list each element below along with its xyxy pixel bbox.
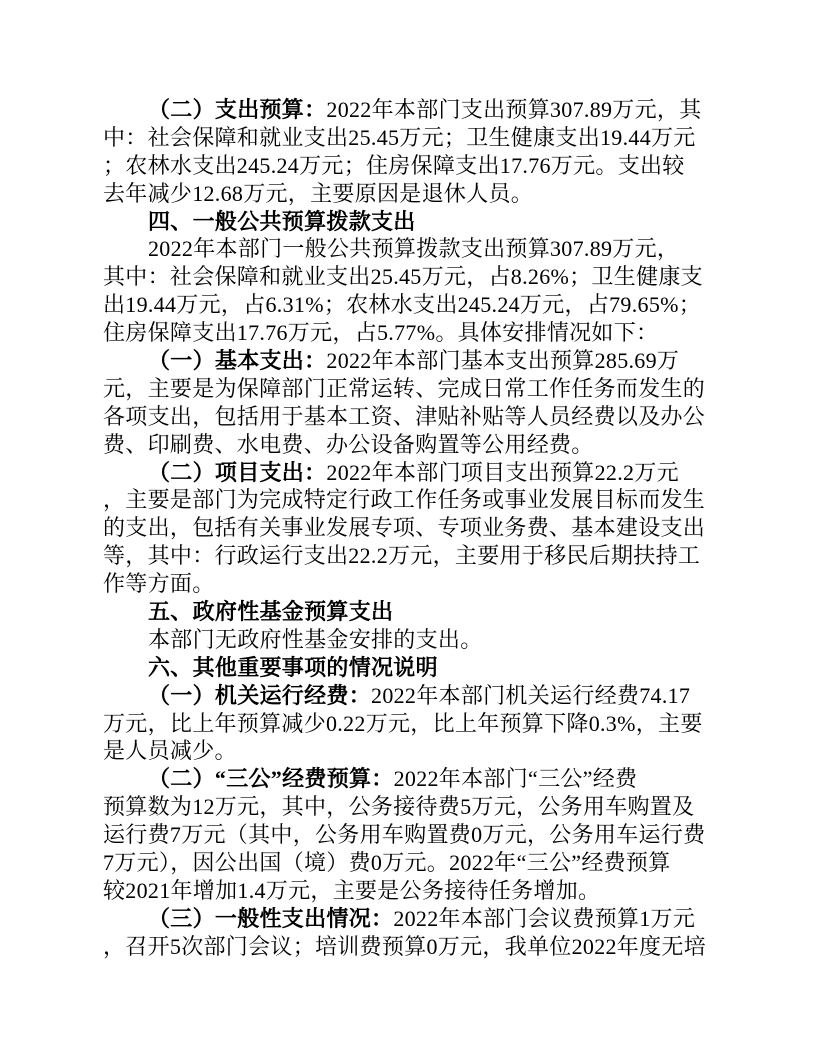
bold-lead-label: （二）支出预算： xyxy=(148,97,327,122)
document-body xyxy=(103,96,717,961)
text-line xyxy=(103,403,717,431)
line-text: 的支出，包括有关事业发展专项、专项业务费、基本建设支出 xyxy=(103,515,706,541)
text-line xyxy=(103,682,717,710)
line-text: 其中：社会保障和就业支出25.45万元，占8.26%；卫生健康支 xyxy=(103,264,703,290)
line-text: 去年减少12.68万元，主要原因是退休人员。 xyxy=(103,180,534,206)
text-line xyxy=(103,152,717,180)
line-text: 是人员减少。 xyxy=(103,738,237,764)
line-text: 2022年本部门会议费预算1万元 xyxy=(393,905,696,931)
line-text: 作等方面。 xyxy=(103,571,215,597)
text-line xyxy=(103,626,717,654)
text-line xyxy=(103,96,717,124)
line-text: 2022年本部门基本支出预算285.69万 xyxy=(326,348,680,374)
line-text: 本部门无政府性基金安排的支出。 xyxy=(148,626,483,652)
text-line xyxy=(103,431,717,459)
line-text: ；农林水支出245.24万元；住房保障支出17.76万元。支出较 xyxy=(103,152,685,178)
text-line xyxy=(103,570,717,598)
text-line xyxy=(103,710,717,738)
line-text: 运行费7万元（其中，公务用车购置费0万元，公务用车运行费 xyxy=(103,822,706,848)
line-text: 2022年本部门项目支出预算22.2万元 xyxy=(326,459,679,485)
line-text: 7万元），因公出国（境）费0万元。2022年“三公”经费预算 xyxy=(103,850,671,876)
heading-line xyxy=(103,598,717,626)
line-text: ，主要是部门为完成特定行政工作任务或事业发展目标而发生 xyxy=(103,487,706,513)
heading-line xyxy=(103,208,717,236)
text-line xyxy=(103,319,717,347)
text-line xyxy=(103,849,717,877)
text-line xyxy=(103,514,717,542)
section-heading-label: 六、其他重要事项的情况说明 xyxy=(148,654,438,680)
line-text: 元，主要是为保障部门正常运转、完成日常工作任务而发生的 xyxy=(103,375,706,401)
text-line xyxy=(103,235,717,263)
text-line xyxy=(103,905,717,933)
text-line xyxy=(103,821,717,849)
bold-lead-label: （二）项目支出： xyxy=(148,459,327,485)
line-text: 等，其中：行政运行支出22.2万元，主要用于移民后期扶持工 xyxy=(103,543,701,569)
line-text: 中：社会保障和就业支出25.45万元；卫生健康支出19.44万元 xyxy=(103,124,696,150)
line-text: 住房保障支出17.76万元，占5.77%。具体安排情况如下： xyxy=(103,320,659,346)
bold-lead-label: （一）机关运行经费： xyxy=(148,682,372,708)
line-text: 出19.44万元，占6.31%；农林水支出245.24万元，占79.65%； xyxy=(103,292,702,318)
line-text: 各项支出，包括用于基本工资、津贴补贴等人员经费以及办公 xyxy=(103,403,706,429)
line-text: 费、印刷费、水电费、办公设备购置等公用经费。 xyxy=(103,431,594,457)
text-line xyxy=(103,542,717,570)
bold-lead-label: （三）一般性支出情况： xyxy=(148,905,394,931)
section-heading-label: 五、政府性基金预算支出 xyxy=(148,599,394,625)
text-line xyxy=(103,486,717,514)
line-text: 较2021年增加1.4万元，主要是公务接待任务增加。 xyxy=(103,877,601,903)
bold-lead-label: （一）基本支出： xyxy=(148,348,327,374)
text-line xyxy=(103,765,717,793)
text-line xyxy=(103,180,717,208)
line-text: 2022年本部门支出预算307.89万元，其 xyxy=(326,97,702,122)
line-text: ，召开5次部门会议；培训费预算0万元，我单位2022年度无培 xyxy=(103,933,707,959)
bold-lead-label: （二）“三公”经费预算： xyxy=(148,766,394,792)
text-line xyxy=(103,793,717,821)
line-text: 万元，比上年预算减少0.22万元，比上年预算下降0.3%，主要 xyxy=(103,710,703,736)
line-text: 2022年本部门一般公共预算拨款支出预算307.89万元， xyxy=(148,236,680,262)
text-line xyxy=(103,291,717,319)
text-line xyxy=(103,459,717,487)
text-line xyxy=(103,124,717,152)
line-text: 2022年本部门“三公”经费 xyxy=(393,766,638,792)
text-line xyxy=(103,375,717,403)
line-text: 预算数为12万元，其中，公务接待费5万元，公务用车购置及 xyxy=(103,794,695,820)
text-line xyxy=(103,933,717,961)
text-line xyxy=(103,347,717,375)
heading-line xyxy=(103,654,717,682)
text-line xyxy=(103,263,717,291)
text-line xyxy=(103,877,717,905)
text-line xyxy=(103,737,717,765)
line-text: 2022年本部门机关运行经费74.17 xyxy=(371,682,691,708)
section-heading-label: 四、一般公共预算拨款支出 xyxy=(148,208,416,234)
